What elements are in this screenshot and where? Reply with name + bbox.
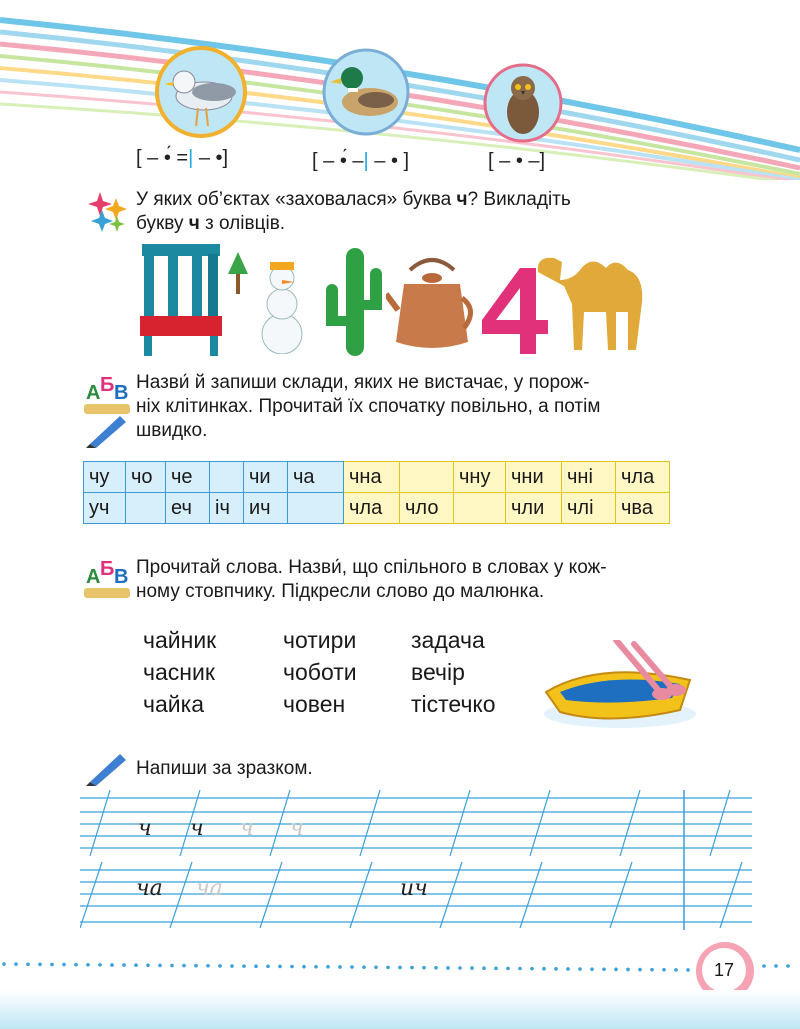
boat-picture (540, 640, 700, 732)
syllable-cell: чла (616, 462, 670, 493)
word[interactable]: чотири (283, 627, 357, 653)
pen-icon-2 (86, 752, 128, 786)
syllable-cell: че (166, 462, 210, 493)
syllable-table (83, 461, 670, 524)
syllable-cell: чні (562, 462, 616, 493)
cactus-picture (322, 244, 386, 358)
syllable-cell: ча (288, 462, 344, 493)
page-number: 17 (713, 959, 735, 980)
word[interactable]: вечір (411, 659, 465, 685)
sample-ych: ич (400, 876, 428, 901)
syllable-cell: ич (244, 493, 288, 524)
duck-picture (318, 46, 414, 138)
syllable-cell: іч (210, 493, 244, 524)
word-column-3 (411, 624, 496, 720)
syllable-cell: чо (126, 462, 166, 493)
handwriting-lines[interactable] (80, 790, 752, 930)
syllable-cell: чли (506, 493, 562, 524)
kettle-picture (386, 250, 478, 354)
syllable-cell: чло (400, 493, 454, 524)
stars-icon (88, 190, 128, 234)
word-column-2 (283, 624, 357, 720)
trace-ch-2: ч (290, 816, 304, 841)
snowman-picture (224, 248, 314, 354)
syllable-cell: еч (166, 493, 210, 524)
syllable-cell: чну (454, 462, 506, 493)
task4-instruction: Напиши за зразком. (136, 758, 313, 779)
syllable-cell: чна (344, 462, 400, 493)
sound-schema-1: [ – •́ =| – •] (136, 147, 229, 169)
task2-text: Назви́ й запиши склади, яких не вистачає, у порож- ніх клітинках. Прочитай їх спочатку повільно, а потім швидко. (136, 372, 601, 441)
letter-ch: ч (456, 189, 468, 210)
syllable-cell: чла (344, 493, 400, 524)
trace-ch-1: ч (240, 816, 254, 841)
syllable-cell: чу (84, 462, 126, 493)
camel-picture (532, 246, 662, 356)
word[interactable]: задача (411, 627, 485, 653)
syllable-cell: члі (562, 493, 616, 524)
word[interactable]: чайка (143, 691, 204, 717)
table-row (84, 462, 670, 493)
task3-text: Прочитай слова. Назви́, що спільного в словах у кож- ному стовпчику. Підкресли слово до малюнка. (136, 557, 607, 602)
syllable-cell: чни (506, 462, 562, 493)
word[interactable]: тістечко (411, 691, 496, 717)
trace-cha: ча (196, 876, 223, 901)
syllable-cell: уч (84, 493, 126, 524)
sound-schema-3: [ – • –] (488, 150, 546, 172)
seagull-picture (146, 44, 256, 140)
abv-icon-2: А Б В (84, 556, 130, 600)
sample-cha: ча (136, 876, 163, 901)
empty-syllable-cell[interactable] (288, 493, 344, 524)
empty-syllable-cell[interactable] (400, 462, 454, 493)
dotted-line (0, 960, 800, 974)
task1-text: У яких об’єктах «заховалася» буква ч? Викладіть букву ч з олівців. (136, 189, 571, 234)
word[interactable]: чайник (143, 627, 217, 653)
word-column-1 (143, 624, 216, 720)
word[interactable]: часник (143, 659, 215, 685)
word[interactable]: чоботи (283, 659, 357, 685)
chair-picture (138, 244, 224, 358)
syllable-cell: чва (616, 493, 670, 524)
footer-band (0, 990, 800, 1029)
empty-syllable-cell[interactable] (210, 462, 244, 493)
abv-icon: А Б В (84, 372, 130, 416)
syllable-cell: чи (244, 462, 288, 493)
empty-syllable-cell[interactable] (454, 493, 506, 524)
sample-ch-1: ч (138, 816, 152, 841)
letter-ch-2: ч (188, 213, 200, 234)
empty-syllable-cell[interactable] (126, 493, 166, 524)
sound-schema-2: [ – •́ –| – • ] (312, 150, 410, 172)
sample-ch-2: ч (190, 816, 204, 841)
word[interactable]: човен (283, 691, 346, 717)
table-row (84, 493, 670, 524)
pen-icon (86, 414, 128, 448)
owl-picture (480, 60, 566, 146)
